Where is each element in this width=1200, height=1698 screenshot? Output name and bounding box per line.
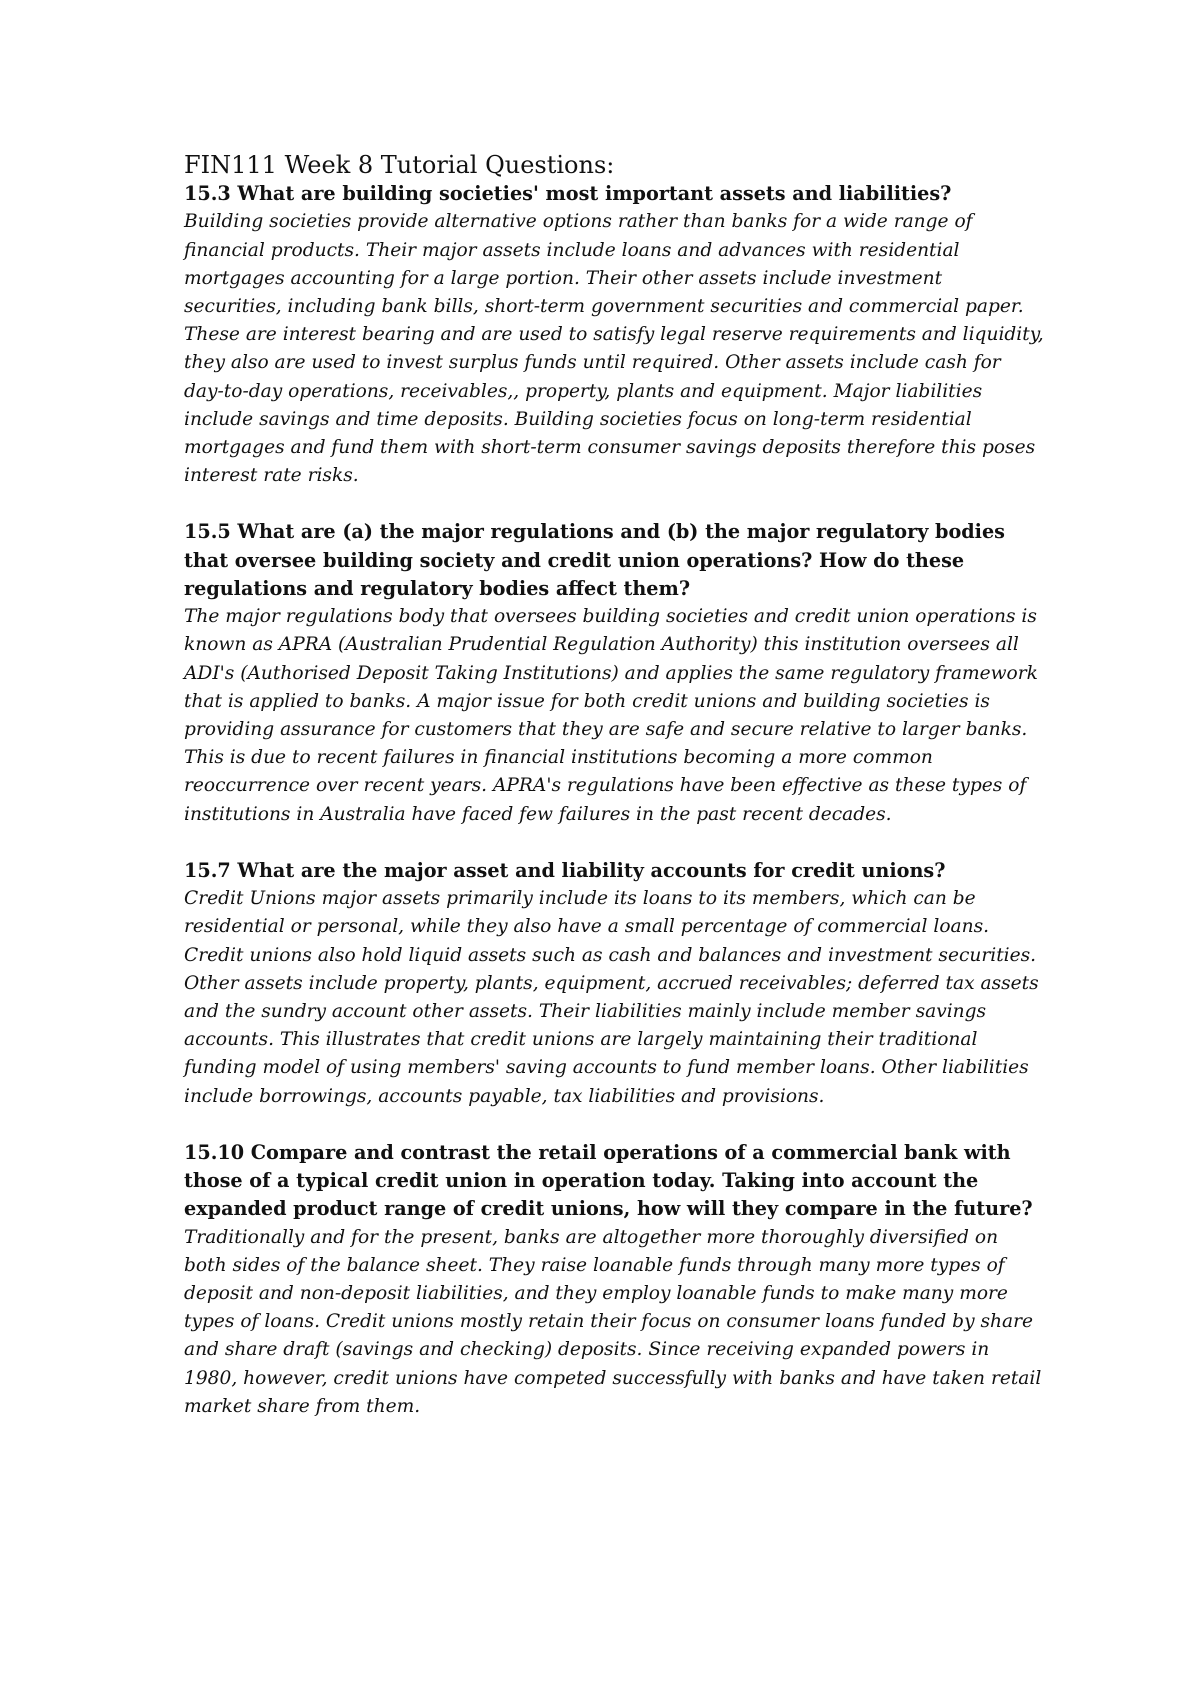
answer-paragraph: Credit Unions major assets primarily include its loans to its members, which can be residential or personal, while they also have a small percentage of commercial loans. Credit unions also hold liquid assets such as cash and balances and investment securities. Other assets include property, plants, equipment, accrued receivables; deferred tax assets and the sundry account other assets. Their liabilities mainly include member savings accounts. This illustrates that credit unions are largely maintaining their traditional funding model of using members' saving accounts to fund member loans. Other liabilities include borrowings, accounts payable, tax liabilities and provisions. (184, 888, 1039, 1107)
section-spacer (184, 1111, 1044, 1139)
answer-paragraph: Building societies provide alternative options rather than banks for a wide range of financial products. Their major assets include loans and advances with residential mortgages accounting for a large portion. Their other assets include investment securities, including bank bills, short-term government securities and commercial paper. These are interest bearing and are used to satisfy legal reserve requirements and liquidity, they also are used to invest surplus funds until required. Other assets include cash for day-to-day operations, receivables,, property, plants and equipment. Major liabilities include savings and time deposits. Building societies focus on long-term residential mortgages and fund them with short-term consumer savings deposits therefore this poses interest rate risks. (184, 211, 1044, 487)
qa-section-15-5 (184, 518, 1044, 829)
question-heading: 15.5 What are (a) the major regulations and (b) the major regulatory bodies that oversee building society and credit union operations? How do these regulations and regulatory bodies affect them? (184, 520, 1005, 600)
question-heading: 15.10 Compare and contrast the retail operations of a commercial bank with those of a typical credit union in operation today. Taking into account the expanded product range of credit unions, how will they compare in the future? (184, 1140, 1033, 1221)
document-title: FIN111 Week 8 Tutorial Questions: (184, 151, 615, 179)
section-spacer (184, 490, 1044, 518)
qa-section-15-3 (184, 180, 1044, 490)
question-heading: 15.3 What are building societies' most important assets and liabilities? (184, 182, 952, 205)
qa-section-15-7 (184, 857, 1044, 1111)
section-spacer (184, 829, 1044, 857)
qa-section-15-10 (184, 1139, 1044, 1421)
answer-paragraph: Traditionally and for the present, banks are altogether more thoroughly diversified on both sides of the balance sheet. They raise loanable funds through many more types of deposit and non-deposit liabilities, and they employ loanable funds to make many more types of loans. Credit unions mostly retain their focus on consumer loans funded by share and share draft (savings and checking) deposits. Since receiving expanded powers in 1980, however, credit unions have competed successfully with banks and have taken retail market share from them. (184, 1226, 1042, 1417)
answer-paragraph: The major regulations body that oversees building societies and credit union operations is known as APRA (Australian Prudential Regulation Authority) this institution oversees all ADI's (Authorised Deposit Taking Institutions) and applies the same regulatory framework that is applied to banks. A major issue for both credit unions and building societies is providing assurance for customers that they are safe and secure relative to larger banks. This is due to recent failures in financial institutions becoming a more common reoccurrence over recent years. APRA's regulations have been effective as these types of institutions in Australia have faced few failures in the past recent decades. (184, 606, 1038, 825)
question-heading: 15.7 What are the major asset and liability accounts for credit unions? (184, 858, 946, 882)
document-page (184, 150, 1044, 1421)
